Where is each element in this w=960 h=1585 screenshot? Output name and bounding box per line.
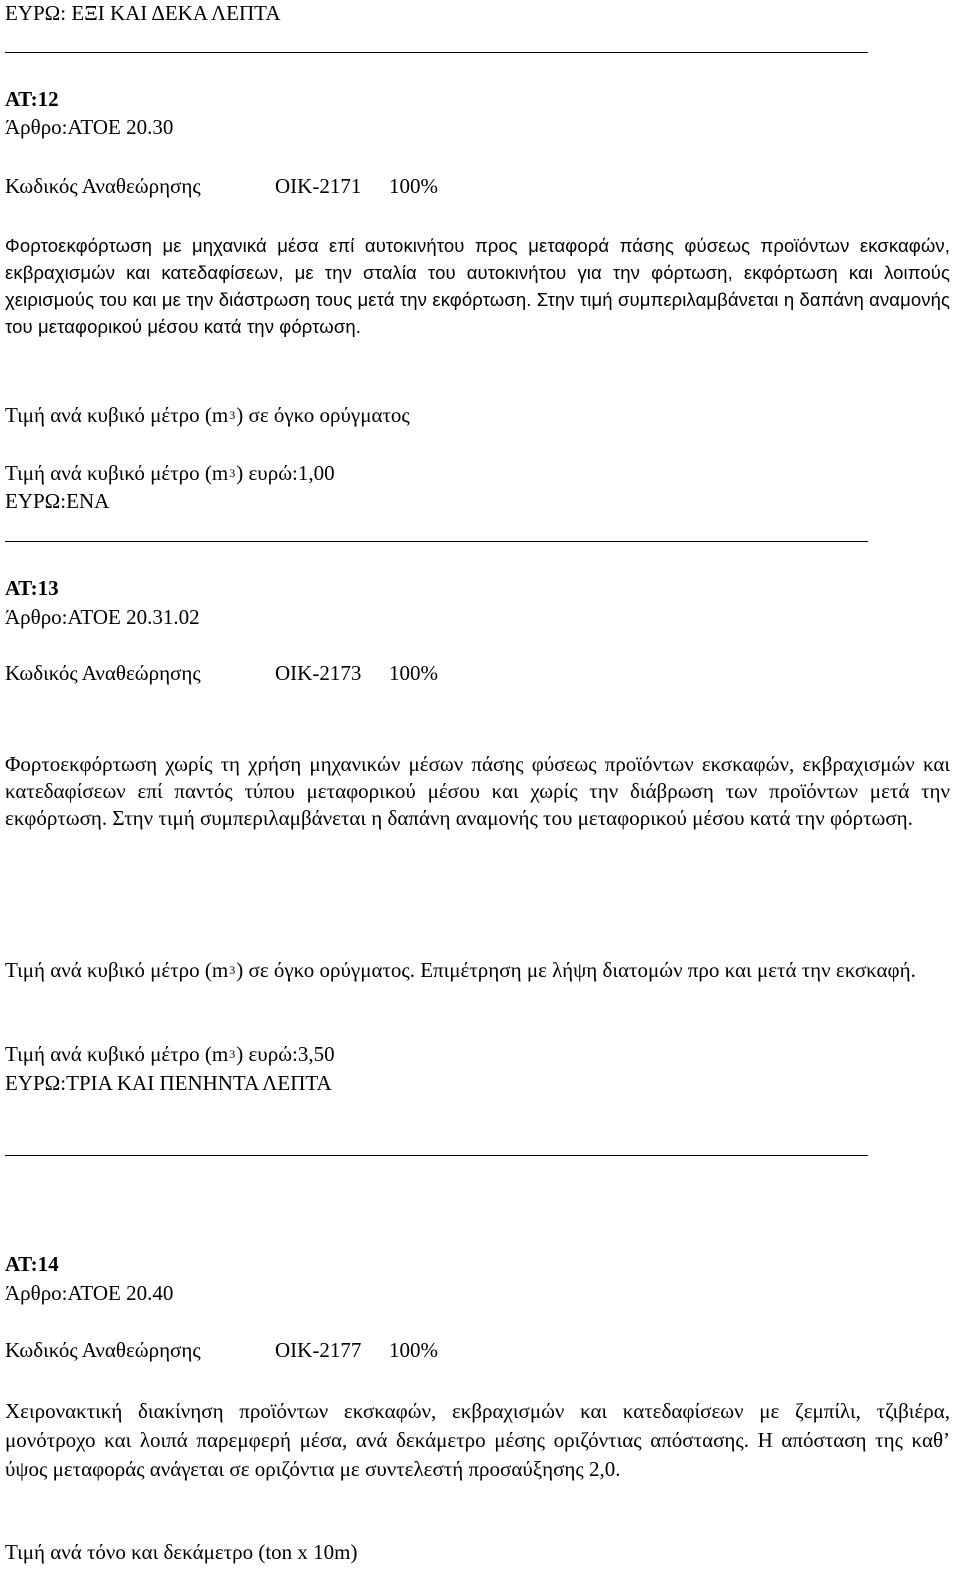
revision-percent: 100% xyxy=(389,1338,438,1362)
previous-price-words: ΕΥΡΩ: ΕΞΙ ΚΑΙ ΔΕΚΑ ΛΕΠΤΑ xyxy=(5,1,281,25)
revision-percent: 100% xyxy=(389,661,438,685)
revision-code-value: ΟΙΚ-2171 xyxy=(275,174,362,198)
section-divider xyxy=(5,52,868,53)
item-12-article: Άρθρο:ΑΤΟΕ 20.30 xyxy=(5,115,174,139)
item-13-revision-code-row xyxy=(5,660,438,686)
item-13-article: Άρθρο:ΑΤΟΕ 20.31.02 xyxy=(5,605,200,629)
item-14-article: Άρθρο:ΑΤΟΕ 20.40 xyxy=(5,1281,174,1305)
section-divider xyxy=(5,541,868,542)
revision-code-label: Κωδικός Αναθεώρησης xyxy=(5,1338,201,1362)
item-12-description: Φορτοεκφόρτωση με μηχανικά μέσα επί αυτοκινήτου προς μεταφορά πάσης φύσεως προϊόντων εκσκαφών, εκβραχισμών και κατεδαφίσεων, με την σταλία του αυτοκινήτου για την φόρτωση, εκφόρτωση και λοιπούς χειρισμούς του και με την διάστρωση τους μετά την εκφόρτωση. Στην τιμή συμπεριλαμβάνεται η δαπάνη αναμονής του μεταφορικού μέσου κατά την φόρτωση. xyxy=(5,235,950,337)
item-13-price-line: Τιμή ανά κυβικό μέτρο $(m^3)$ ευρώ:3,50 xyxy=(5,1042,335,1066)
item-13-at-number: ΑΤ:13 xyxy=(5,576,59,600)
item-12-revision-code-row xyxy=(5,173,438,199)
item-14-at-number: ΑΤ:14 xyxy=(5,1252,59,1276)
item-12-price-words: ΕΥΡΩ:ΕΝΑ xyxy=(5,489,110,513)
item-13-description: Φορτοεκφόρτωση χωρίς τη χρήση μηχανικών μέσων πάσης φύσεως προϊόντων εκσκαφών, εκβραχισμών και κατεδαφίσεων επί παντός τύπου μεταφορικού μέσου και χωρίς την διάβρωση των προϊόντων μετά την εκφόρτωση. Στην τιμή συμπεριλαμβάνεται η δαπάνη αναμονής του μεταφορικού μέσου κατά την φόρτωση. xyxy=(5,752,950,830)
revision-code-value: ΟΙΚ-2177 xyxy=(275,1338,362,1362)
section-divider xyxy=(5,1155,868,1156)
item-12-at-number: ΑΤ:12 xyxy=(5,87,59,111)
revision-code-value: ΟΙΚ-2173 xyxy=(275,661,362,685)
revision-percent: 100% xyxy=(389,174,438,198)
item-14-description: Χειρονακτική διακίνηση προϊόντων εκσκαφών, εκβραχισμών και κατεδαφίσεων με ζεμπίλι, τζιβιέρα, μονότροχο και λοιπά παρεμφερή μέσα, ανά δεκάμετρο μέσης οριζόντιας απόστασης. Η απόσταση της καθ’ ύψος μεταφοράς ανάγεται σε οριζόντια με συντελεστή προσαύξησης 2,0. xyxy=(5,1399,950,1481)
item-14-revision-code-row xyxy=(5,1337,438,1363)
item-12-price-line: Τιμή ανά κυβικό μέτρο $(m^3)$ ευρώ:1,00 xyxy=(5,461,335,485)
item-14-unit-line: Τιμή ανά τόνο και δεκάμετρο (ton x 10m) xyxy=(5,1540,358,1564)
item-12-unit-line: Τιμή ανά κυβικό μέτρο $(m^3)$ σε όγκο ορύγματος xyxy=(5,403,410,427)
revision-code-label: Κωδικός Αναθεώρησης xyxy=(5,174,201,198)
revision-code-label: Κωδικός Αναθεώρησης xyxy=(5,661,201,685)
item-13-price-words: ΕΥΡΩ:ΤΡΙΑ ΚΑΙ ΠΕΝΗΝΤΑ ΛΕΠΤΑ xyxy=(5,1071,332,1095)
item-13-unit-line: Τιμή ανά κυβικό μέτρο $(m^3)$ σε όγκο ορύγματος. Επιμέτρηση με λήψη διατομών προ και μετά την εκσκαφή. xyxy=(5,958,916,982)
